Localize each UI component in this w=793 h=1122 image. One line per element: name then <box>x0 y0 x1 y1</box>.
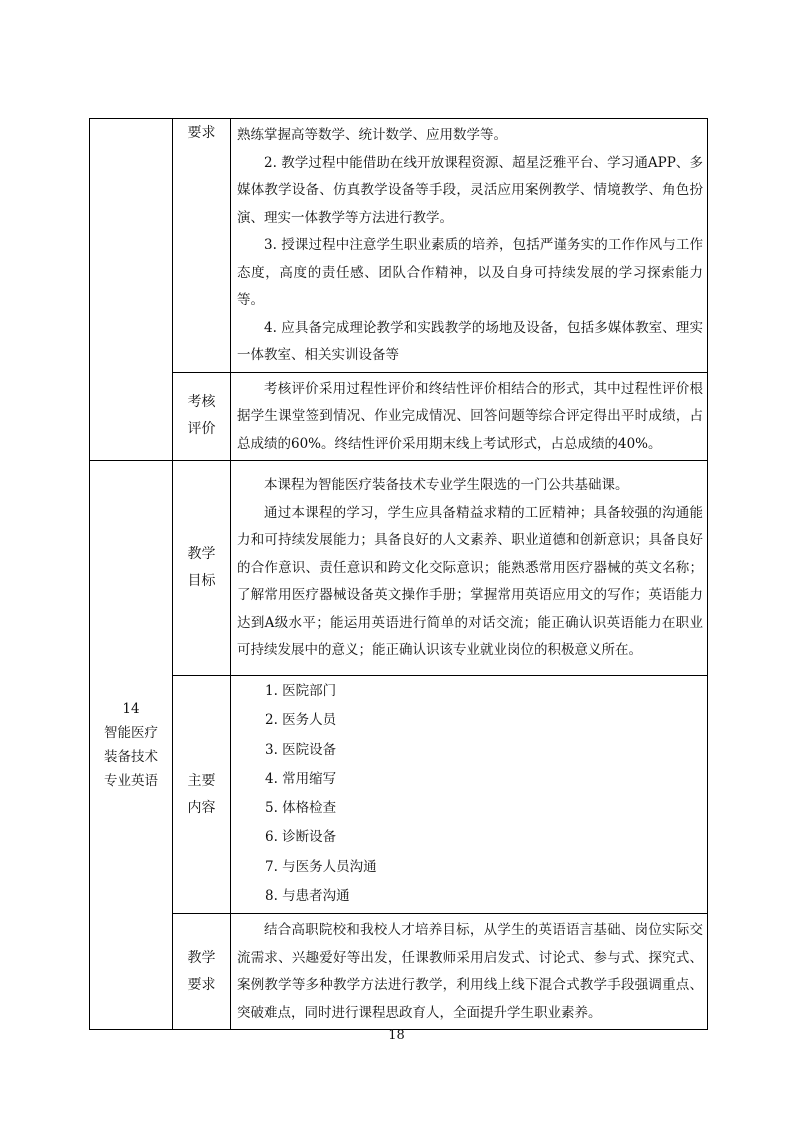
row-label-line-2: 内容 <box>187 799 216 816</box>
course-name-line-2: 装备技术 <box>104 749 158 766</box>
row-label-requirements <box>173 119 231 373</box>
assessment-cell <box>231 372 708 461</box>
content-list-item: 2. 医务人员 <box>265 712 337 729</box>
table-row-objectives <box>90 461 708 676</box>
course-name-line-3: 专业英语 <box>104 773 158 790</box>
content-list-item: 4. 常用缩写 <box>265 770 337 787</box>
table-row-content <box>90 676 708 914</box>
row-label-line-2: 评价 <box>187 421 216 438</box>
table-row-teaching-requirements <box>90 914 708 1030</box>
row-label-teaching-requirements <box>173 914 231 1030</box>
content-cell <box>231 676 708 914</box>
requirements-cell <box>231 119 708 373</box>
objectives-paragraph-1: 本课程为智能医疗装备技术专业学生限选的一门公共基础课。 <box>264 477 629 494</box>
course-name-line-1: 智能医疗 <box>104 725 158 742</box>
assessment-text: 考核评价采用过程性评价和终结性评价相结合的形式，其中过程性评价根据学生课堂签到情况、作业完成情况、回答问题等综合评定得出平时成绩，占总成绩的60%。终结性评价采用期末线上考试形式，占总成绩的40%。 <box>237 380 703 452</box>
course-number: 14 <box>122 701 140 718</box>
teaching-requirements-text: 结合高职院校和我校人才培养目标，从学生的英语语言基础、岗位实际交流需求、兴趣爱好等出发，任课教师采用启发式、讨论式、参与式、探究式、案例教学等多种教学方法进行教学，利用线上线下混合式教学手段强调重点、突破难点，同时进行课程思政育人，全面提升学生职业素养。 <box>237 922 703 1021</box>
course-standard-table <box>89 118 708 1030</box>
content-list-item: 5. 体格检查 <box>265 800 337 817</box>
content-list-item: 8. 与患者沟通 <box>265 888 350 905</box>
table-row-assessment <box>90 372 708 461</box>
requirement-paragraph-4: 4. 应具备完成理论教学和实践教学的场地及设备，包括多媒体教室、理实一体教室、相关实训设备等 <box>237 319 703 363</box>
requirement-paragraph-1: 熟练掌握高等数学、统计数学、应用数学等。 <box>237 127 507 143</box>
row-label-line-2: 目标 <box>187 573 216 589</box>
row-label-line-1: 考核 <box>187 394 216 411</box>
requirement-paragraph-2: 2. 教学过程中能借助在线开放课程资源、超星泛雅平台、学习通APP、多媒体教学设备、仿真教学设备等手段，灵活应用案例教学、情境教学、角色扮演、理实一体教学等方法进行教学。 <box>237 154 703 226</box>
content-list-item: 1. 医院部门 <box>265 683 337 699</box>
row-label-line-1: 主要 <box>187 772 216 789</box>
row-label-line-1: 教学 <box>187 546 216 562</box>
objectives-paragraph-2: 通过本课程的学习，学生应具备精益求精的工匠精神；具备较强的沟通能力和可持续发展能力；具备良好的人文素养、职业道德和创新意识；具备良好的合作意识、责任意识和跨文化交际意识；能熟悉常用医疗器械的英文名称；了解常用医疗器械设备英文操作手册；掌握常用英语应用文的写作；英语能力达到A级水平；能运用英语进行简单的对话交流；能正确认识英语能力在职业可持续发展中的意义；能正确认识该专业就业岗位的积极意义所在。 <box>237 504 703 659</box>
row-label-assessment <box>173 372 231 461</box>
objectives-cell <box>231 461 708 676</box>
row-label-line-2: 要求 <box>187 976 216 993</box>
content-list-item: 6. 诊断设备 <box>265 829 337 846</box>
course-cell-previous <box>90 119 173 461</box>
content-list-item: 3. 医院设备 <box>265 741 337 758</box>
row-label-objectives <box>173 461 231 676</box>
course-name-cell <box>90 461 173 1030</box>
table-row-requirements-continued <box>90 119 708 373</box>
page-number: 18 <box>388 1028 405 1043</box>
row-label-line-1: 教学 <box>187 949 216 966</box>
requirement-paragraph-3: 3. 授课过程中注意学生职业素质的培养，包括严谨务实的工作作风与工作态度，高度的责任感、团队合作精神，以及自身可持续发展的学习探索能力等。 <box>237 237 703 308</box>
row-label-content <box>173 676 231 914</box>
teaching-requirements-cell <box>231 914 708 1030</box>
row-label-text: 要求 <box>187 125 216 141</box>
content-list-item: 7. 与医务人员沟通 <box>265 858 377 875</box>
